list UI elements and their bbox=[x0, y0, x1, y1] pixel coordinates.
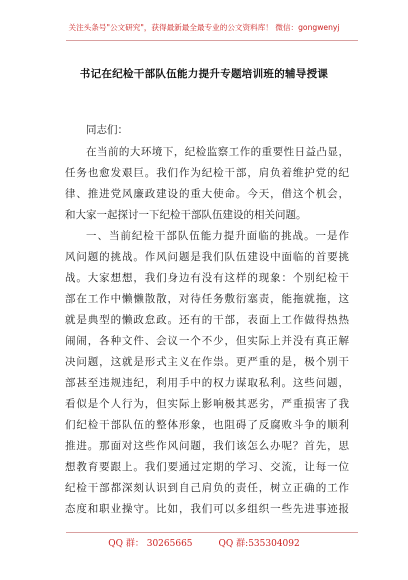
body-line: 们纪检干部队伍的整体形象，也阻碍了反腐败斗争的顺利 bbox=[65, 419, 349, 431]
body-line: 任务也愈发艰巨。我们作为纪检干部，肩负着维护党的纪 bbox=[65, 167, 349, 179]
body-line: 战。大家想想，我们身边有没有这样的现象：个别纪检干 bbox=[65, 272, 349, 284]
footer-qq-left: QQ 群： 30265665 bbox=[108, 539, 193, 549]
body-line: 想教育要跟上。我们要通过定期的学习、交流，让每一位 bbox=[65, 461, 349, 473]
body-line: 纪检干部都深刻认识到自己肩负的责任，树立正确的工作 bbox=[65, 482, 349, 494]
body-line: 部在工作中懒懒散散，对待任务敷衍塞责，能拖就拖，这 bbox=[65, 293, 349, 305]
body-line: 在当前的大环境下，纪检监察工作的重要性日益凸显， bbox=[86, 146, 349, 158]
header-divider bbox=[66, 40, 358, 41]
body-line: 部甚至违规违纪，利用手中的权力谋取私利。这些问题， bbox=[65, 377, 349, 389]
document-title: 书记在纪检干部队伍能力提升专题培训班的辅导授课 bbox=[79, 68, 329, 80]
body-line: 闹闹，各种文件、会议一个不少，但实际上并没有真正解 bbox=[65, 335, 349, 347]
salutation: 同志们： bbox=[86, 124, 128, 136]
body-line: 风问题的挑战。作风问题是我们队伍建设中面临的首要挑 bbox=[65, 251, 349, 263]
body-line: 律、推进党风廉政建设的重大使命。今天，借这个机会， bbox=[65, 188, 349, 200]
body-line: 和大家一起探讨一下纪检干部队伍建设的相关问题。 bbox=[65, 209, 307, 221]
footer bbox=[0, 536, 408, 549]
body-line: 决问题，这就是形式主义在作祟。更严重的是，极个别干 bbox=[65, 356, 349, 368]
footer-qq-right: QQ 群:535304092 bbox=[218, 539, 300, 549]
body-line: 就是典型的懒政怠政。还有的干部，表面上工作做得热热 bbox=[65, 314, 349, 326]
body-line: 态度和职业操守。比如，我们可以多组织一些先进事迹报 bbox=[65, 503, 349, 515]
body-line: 一、当前纪检干部队伍能力提升面临的挑战。一是作 bbox=[86, 230, 349, 242]
body-line: 看似是个人行为，但实际上影响极其恶劣，严重损害了我 bbox=[65, 398, 349, 410]
footer-divider bbox=[66, 532, 358, 533]
top-banner: 关注头条号"公文研究"，获得最新最全最专业的公文资料库！ 微信：gongwenyj bbox=[68, 23, 340, 32]
body-line: 推进。那面对这些作风问题，我们该怎么办呢？首先，思 bbox=[65, 440, 349, 452]
